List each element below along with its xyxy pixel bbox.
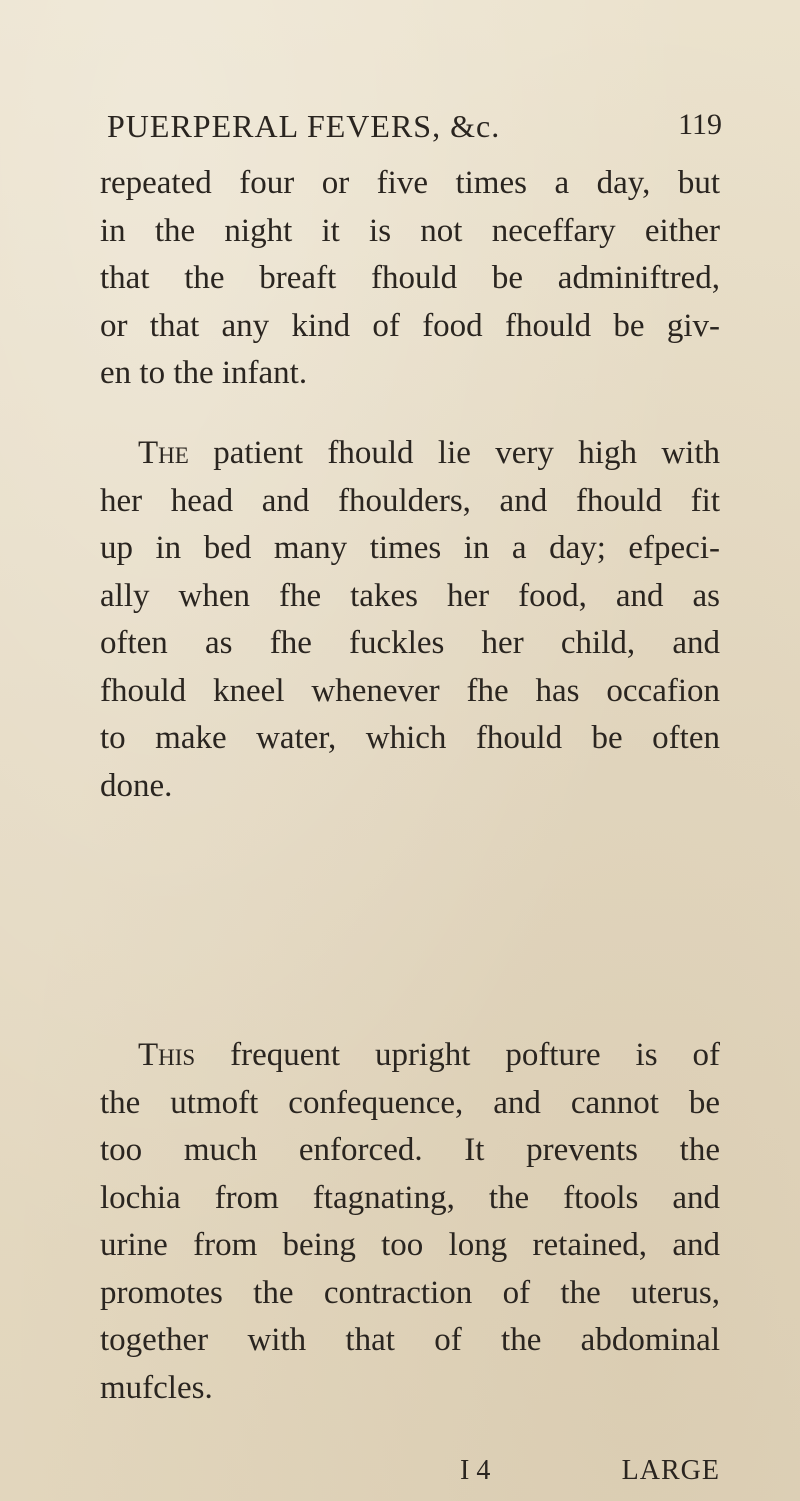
text-line-rest: frequent upright pofture is of bbox=[195, 1037, 720, 1073]
text-line-rest: patient fhould lie very high with bbox=[188, 435, 720, 471]
text-line: or that any kind of food fhould be giv- bbox=[100, 307, 720, 344]
text-line: repeated four or five times a day, but bbox=[100, 165, 720, 201]
text-line: done. bbox=[100, 767, 173, 804]
text-line: fhould kneel whenever fhe has occafion bbox=[100, 672, 720, 709]
text-line: to make water, which fhould be often bbox=[100, 720, 720, 756]
text-line: up in bed many times in a day; efpeci- bbox=[100, 530, 720, 566]
paragraph-1 bbox=[100, 160, 720, 398]
paragraph-2 bbox=[100, 430, 720, 810]
text-line: promotes the contraction of the uterus, bbox=[100, 1274, 720, 1311]
text-line: her head and fhoulders, and fhould fit bbox=[100, 482, 720, 519]
catchword: LARGE bbox=[621, 1455, 720, 1486]
text-line: ally when fhe takes her food, and as bbox=[100, 577, 720, 614]
text-line: lochia from ftagnating, the ftools and bbox=[100, 1179, 720, 1216]
text-line: mufcles. bbox=[100, 1369, 213, 1406]
signature-mark: I 4 bbox=[460, 1455, 491, 1486]
paragraph-lead-word: The bbox=[138, 435, 189, 471]
text-line-first bbox=[100, 1032, 720, 1080]
text-line-first bbox=[100, 430, 720, 478]
text-line: the utmoft confequence, and cannot be bbox=[100, 1084, 720, 1121]
text-line: urine from being too long retained, and bbox=[100, 1227, 720, 1263]
running-title: PUERPERAL FEVERS, &c. bbox=[107, 108, 501, 144]
paragraph-3 bbox=[100, 1032, 720, 1412]
page-number: 119 bbox=[678, 108, 722, 141]
text-line: that the breaft fhould be adminiftred, bbox=[100, 260, 720, 296]
text-line: often as fhe fuckles her child, and bbox=[100, 625, 720, 661]
text-line: together with that of the abdominal bbox=[100, 1322, 720, 1358]
text-line: too much enforced. It prevents the bbox=[100, 1132, 720, 1168]
text-line: in the night it is not neceffary either bbox=[100, 212, 720, 249]
paragraph-lead-word: This bbox=[138, 1037, 196, 1073]
running-head bbox=[107, 108, 722, 152]
text-line: en to the infant. bbox=[100, 355, 308, 391]
